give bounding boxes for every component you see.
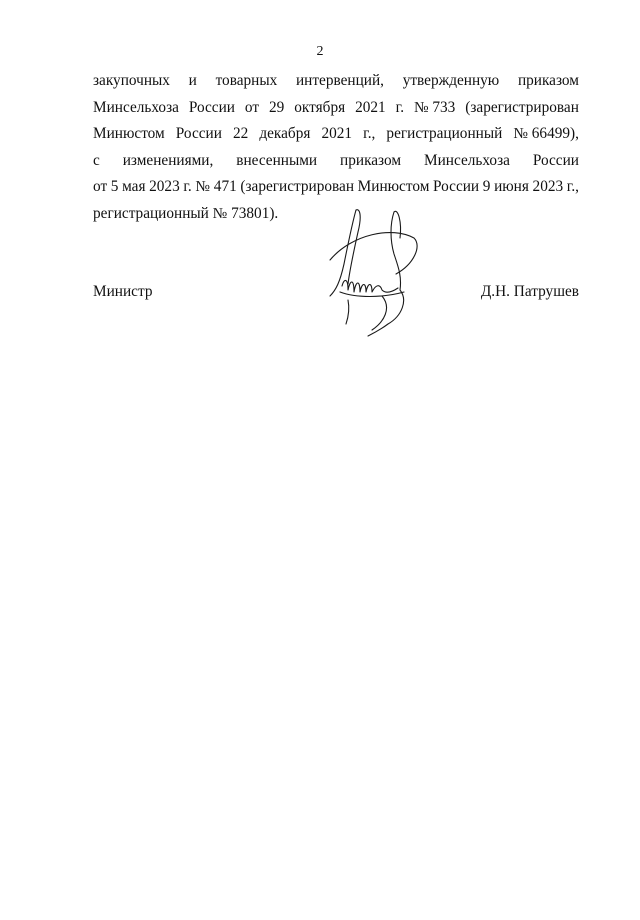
- word: регистрационный: [386, 125, 503, 142]
- word: 5: [110, 178, 119, 195]
- word: интервенций,: [296, 72, 384, 89]
- text-line-5: [93, 174, 579, 201]
- signature-row: [93, 283, 579, 307]
- word: г.: [395, 98, 405, 116]
- text-line-1: [93, 68, 579, 95]
- word: 22: [232, 125, 249, 142]
- word: (зарегистрирован: [465, 98, 579, 116]
- word: № 733: [413, 98, 456, 116]
- text-line-4: [93, 148, 579, 175]
- word: Минсельхоза: [424, 151, 510, 169]
- word: 2023: [532, 178, 564, 195]
- word: утвержденную: [402, 72, 500, 89]
- word: 9: [482, 178, 491, 195]
- word: г.,: [363, 125, 376, 142]
- text-line-6: регистрационный № 73801).: [93, 204, 279, 222]
- word: от: [244, 98, 260, 116]
- page-number: 2: [316, 44, 324, 59]
- word: декабря: [259, 125, 311, 142]
- word: от: [93, 178, 108, 195]
- word: с: [93, 151, 100, 169]
- word: закупочных: [93, 72, 170, 89]
- text-line-3: [93, 121, 579, 148]
- signer-name: Д.Н. Патрушев: [480, 283, 579, 300]
- word: 2021: [321, 125, 353, 142]
- word: и: [188, 72, 197, 89]
- word: 2021: [355, 98, 386, 116]
- text-line-2: [93, 95, 579, 122]
- word: изменениями,: [122, 151, 214, 169]
- word: октября: [294, 98, 346, 116]
- word: № 471: [195, 178, 237, 195]
- word: 29: [269, 98, 285, 116]
- word: России: [188, 98, 235, 116]
- word: внесенными: [236, 151, 318, 169]
- handwritten-signature: [322, 204, 422, 340]
- word: Минсельхоза: [93, 98, 179, 116]
- signer-position: Министр: [93, 283, 153, 300]
- word: 2023: [149, 178, 180, 195]
- word: г.: [183, 178, 192, 195]
- word: мая: [122, 178, 146, 195]
- word: России: [532, 151, 579, 169]
- word: Минюстом: [357, 178, 430, 195]
- word: приказом: [517, 72, 579, 89]
- word: г.,: [566, 178, 579, 195]
- word: июня: [494, 178, 529, 195]
- word: России: [433, 178, 480, 195]
- word: России: [175, 125, 222, 142]
- word: товарных: [215, 72, 278, 89]
- word: (зарегистрирован: [240, 178, 355, 195]
- word: Минюстом: [93, 125, 165, 142]
- word: приказом: [340, 151, 402, 169]
- word: № 66499),: [513, 125, 579, 142]
